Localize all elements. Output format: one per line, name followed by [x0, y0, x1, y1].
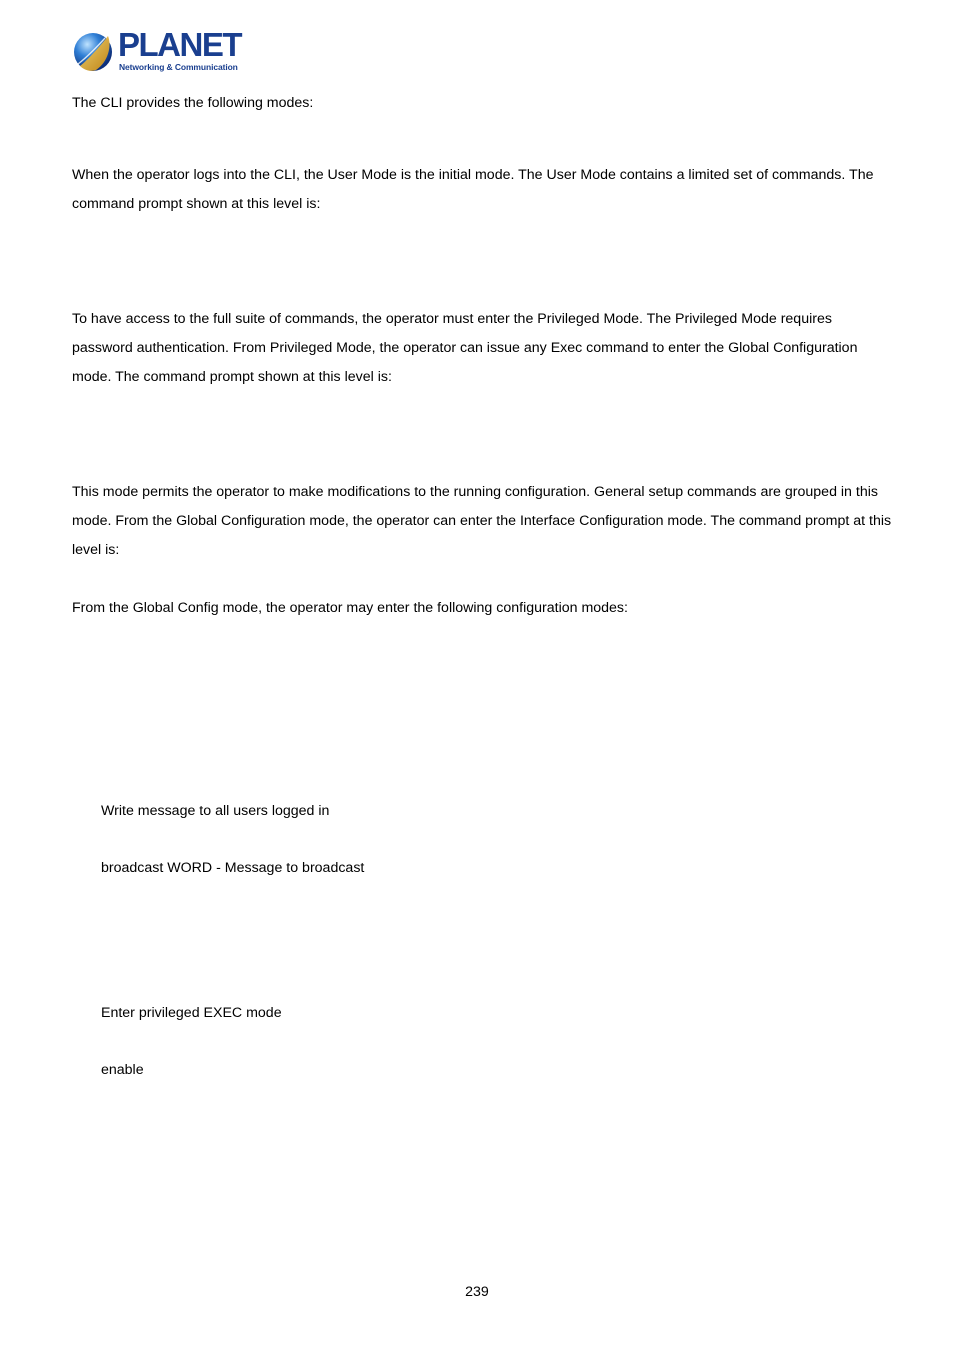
config-modes-intro-text: From the Global Config mode, the operator may enter the following configuration modes: [72, 600, 628, 616]
command-syntax: broadcast WORD - Message to broadcast [101, 860, 365, 876]
user-mode-text: When the operator logs into the CLI, the User Mode is the initial mode. The User Mode contains a limited set of commands. The command prompt shown at this level is: [72, 167, 874, 212]
command-description: Enter privileged EXEC mode [101, 1005, 282, 1021]
page-number: 239 [465, 1284, 489, 1300]
logo-tagline: Networking & Communication [119, 62, 238, 72]
command-syntax: enable [101, 1062, 144, 1078]
global-config-mode-text: This mode permits the operator to make modifications to the running configuration. General setup commands are grouped in this mode. From the Global Configuration mode, the operator can enter the Interface Configuration mode. The command prompt at this level is: [72, 484, 892, 558]
command-description: Write message to all users logged in [101, 803, 330, 819]
privileged-mode-text: To have access to the full suite of commands, the operator must enter the Privileged Mode. The Privileged Mode requires password authentication. From Privileged Mode, the operator can issue any Exec command to enter the Global Configuration mode. The command prompt shown at this level is: [72, 311, 858, 385]
logo-wordmark: PLANET [118, 26, 241, 63]
planet-globe-icon [72, 30, 114, 74]
planet-logo [72, 26, 241, 74]
intro-text: The CLI provides the following modes: [72, 95, 314, 111]
